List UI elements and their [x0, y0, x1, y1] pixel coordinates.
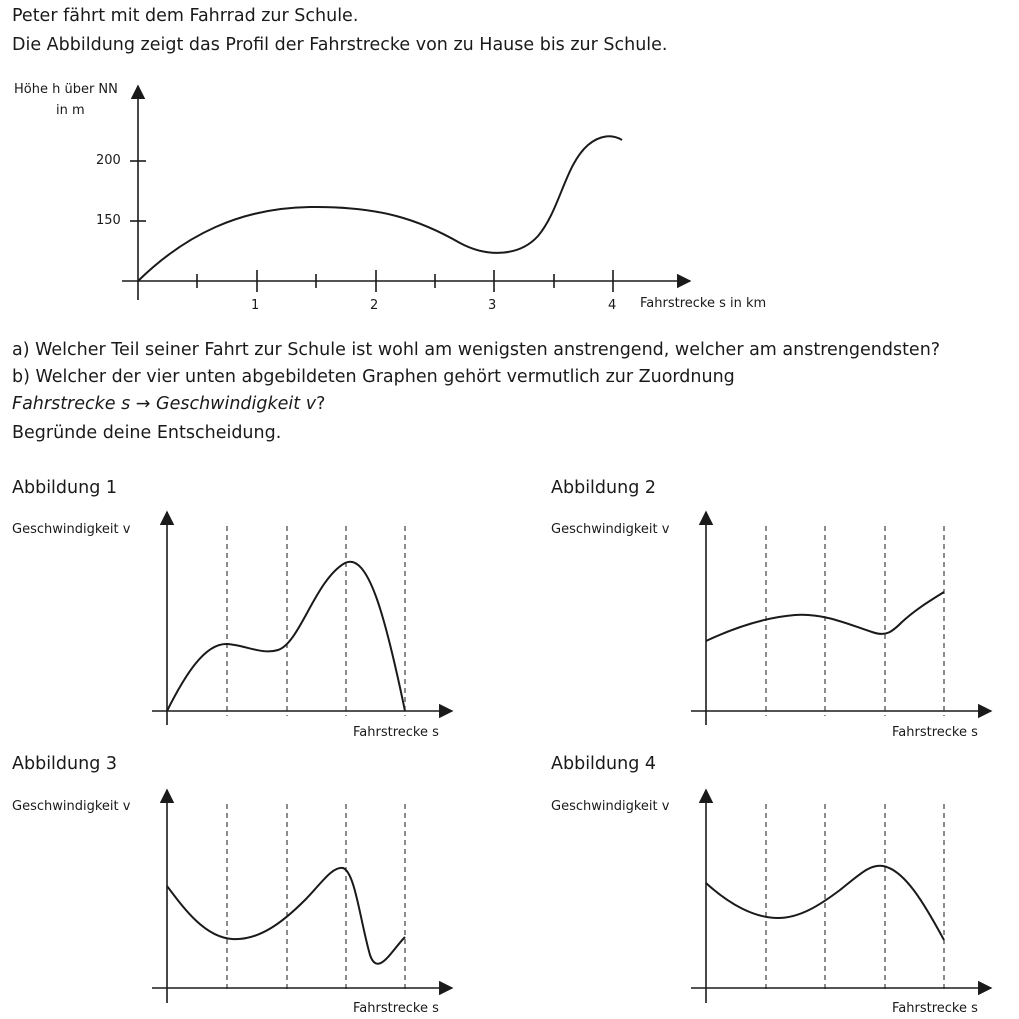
figure-3-curve [167, 868, 405, 964]
figure-1-xlabel: Fahrstrecke s [353, 725, 439, 740]
figure-4-ylabel: Geschwindigkeit v [551, 799, 670, 814]
profile-ytick-200: 200 [96, 153, 121, 168]
profile-curve [138, 136, 622, 281]
figure-2-title: Abbildung 2 [551, 478, 657, 498]
profile-xtick-4: 4 [608, 298, 617, 313]
figure-2-ylabel: Geschwindigkeit v [551, 522, 670, 537]
profile-axes [122, 86, 690, 300]
question-a: a) Welcher Teil seiner Fahrt zur Schule ist wohl am wenigsten anstrengend, welcher am anstrengendsten? [12, 340, 941, 360]
question-b-mapping: Fahrstrecke s → Geschwindigkeit v [12, 394, 317, 414]
figure-3-ylabel: Geschwindigkeit v [12, 799, 131, 814]
figure-3-title: Abbildung 3 [12, 754, 118, 774]
figure-1-ylabel: Geschwindigkeit v [12, 522, 131, 537]
figure-1-curve [167, 562, 405, 711]
figure-4-plot [691, 790, 991, 1003]
figure-4-title: Abbildung 4 [551, 754, 657, 774]
figure-3-plot [152, 790, 452, 1003]
profile-ytick-150: 150 [96, 213, 121, 228]
figure-4-xlabel: Fahrstrecke s [892, 1001, 978, 1016]
profile-xtick-1: 1 [251, 298, 260, 313]
profile-xtick-3: 3 [488, 298, 497, 313]
intro-line-2: Die Abbildung zeigt das Profil der Fahrstrecke von zu Hause bis zur Schule. [12, 35, 668, 55]
figure-1-title: Abbildung 1 [12, 478, 118, 498]
figure-2-xlabel: Fahrstrecke s [892, 725, 978, 740]
intro-line-1: Peter fährt mit dem Fahrrad zur Schule. [12, 6, 359, 26]
profile-ylabel-1: Höhe h über NN [14, 82, 118, 97]
question-b: b) Welcher der vier unten abgebildeten Graphen gehört vermutlich zur Zuordnung [12, 367, 735, 387]
question-b-reason: Begründe deine Entscheidung. [12, 423, 282, 443]
profile-xtick-2: 2 [370, 298, 379, 313]
figure-3-xlabel: Fahrstrecke s [353, 1001, 439, 1016]
question-b-mapping-end: ? [316, 394, 326, 414]
profile-ylabel-2: in m [56, 103, 85, 118]
figure-1-plot [152, 512, 452, 725]
figure-2-plot [691, 512, 991, 725]
profile-xlabel: Fahrstrecke s in km [640, 296, 767, 311]
